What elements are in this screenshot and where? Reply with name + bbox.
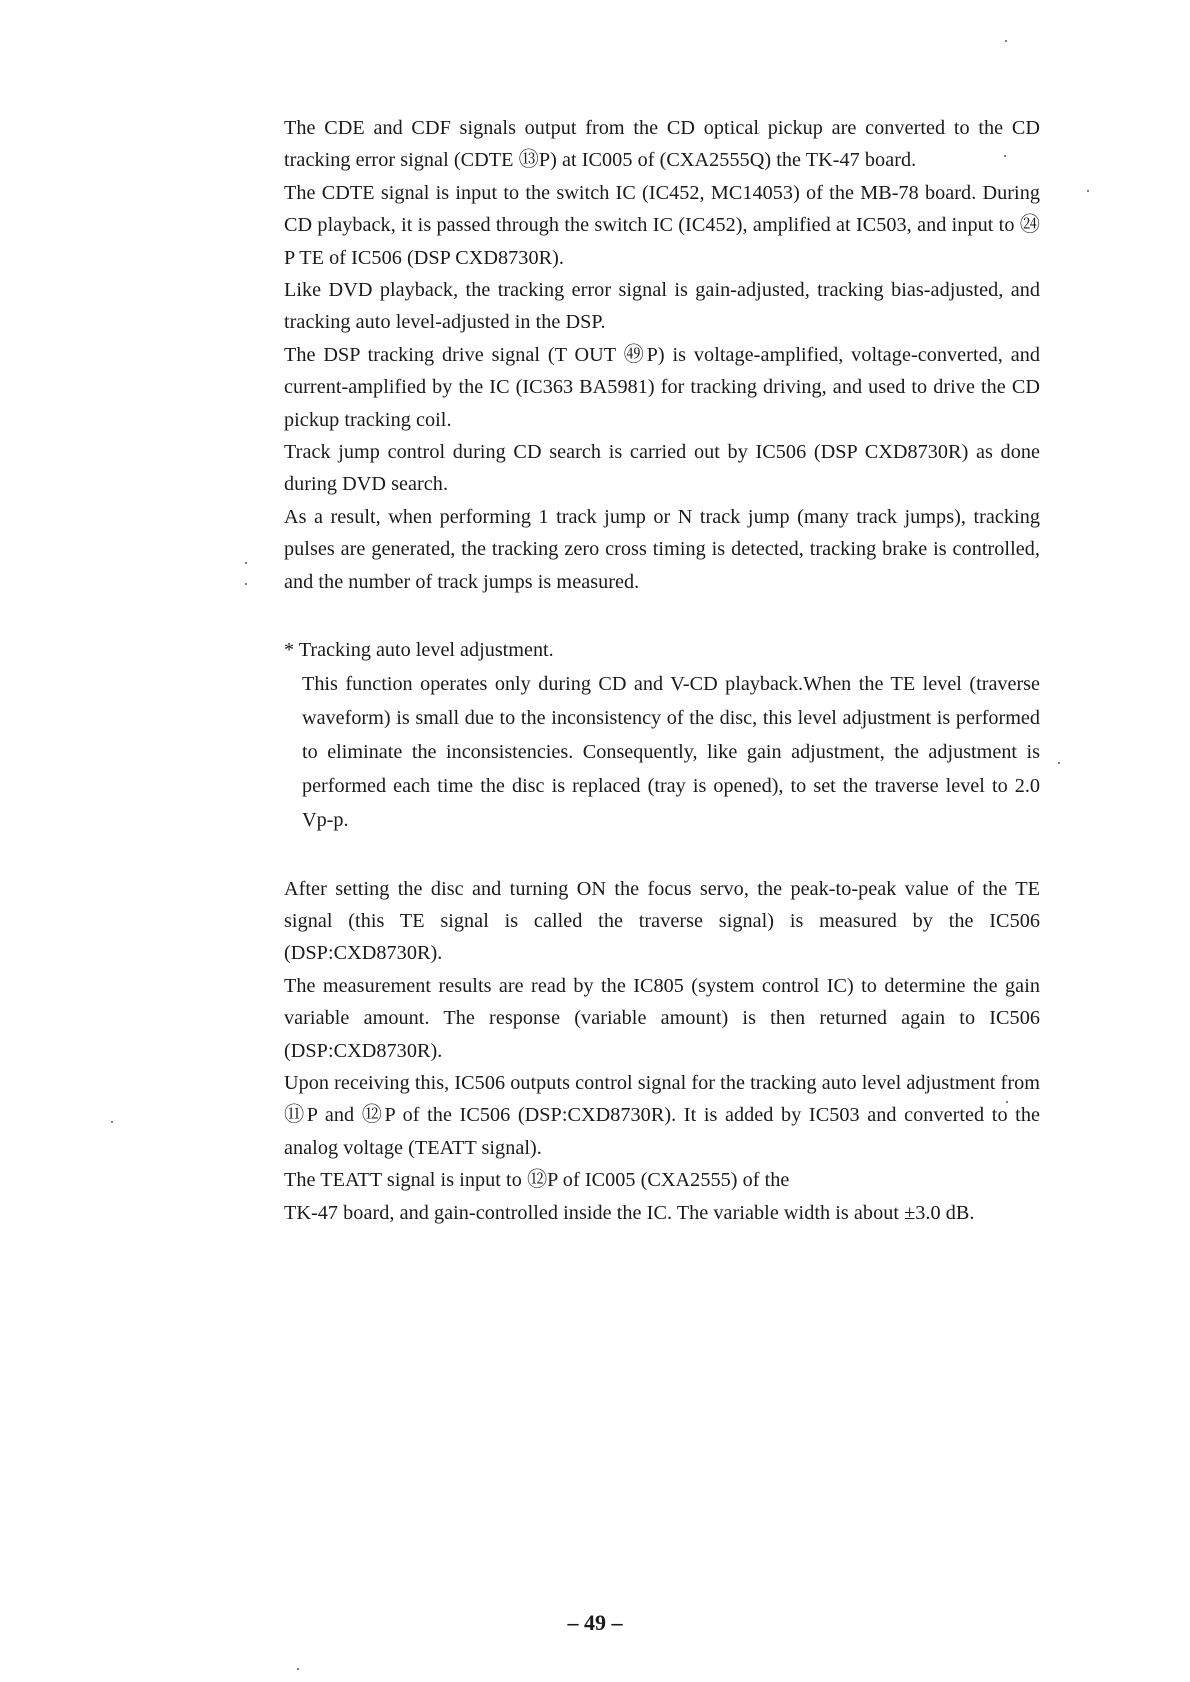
scan-speck <box>245 562 247 564</box>
note-body: This function operates only during CD and V-CD playback.When the TE level (traverse waveform) is small due to the inconsistency of the disc, this level adjustment is performed to eliminate the inconsistencies. Consequently, like gain adjustment, the adjustment is performed each time the disc is replaced (tray is opened), to set the traverse level to 2.0 Vp-p. <box>302 672 1040 831</box>
page-number: – 49 – <box>567 1610 623 1635</box>
scan-speck <box>1004 155 1006 157</box>
paragraph-track-jump-result: As a result, when performing 1 track jump or N track jump (many track jumps), tracking pulses are generated, the tracking zero cross timing is detected, tracking brake is controlled, and the number of track jumps is measured. <box>284 505 1040 593</box>
scan-speck <box>111 1121 113 1123</box>
paragraph-cdte-switch: The CDTE signal is input to the switch IC (IC452, MC14053) of the MB-78 board. During CD playback, it is passed through the switch IC (IC452), amplified at IC503, and input to ㉔P TE of IC506 (DSP CXD8730R). <box>284 181 1040 269</box>
note-heading: * Tracking auto level adjustment. <box>284 639 554 662</box>
paragraph-tracking-drive: The DSP tracking drive signal (T OUT ㊾P) is voltage-amplified, voltage-converted, and current-amplified by the IC (IC363 BA5981) for tracking driving, and used to drive the CD pickup tracking coil. <box>284 343 1040 431</box>
paragraph-teatt-input: The TEATT signal is input to ⑫P of IC005 (CXA2555) of the <box>284 1169 790 1192</box>
paragraph-traverse-measurement: After setting the disc and turning ON the focus servo, the peak-to-peak value of the TE signal (this TE signal is called the traverse signal) is measured by the IC506 (DSP:CXD8730R). <box>284 877 1040 965</box>
paragraph-control-signal: Upon receiving this, IC506 outputs control signal for the tracking auto level adjustment from ⑪P and ⑫P of the IC506 (DSP:CXD8730R). It is added by IC503 and converted to the analog voltage (TEATT signal). <box>284 1071 1040 1159</box>
scan-speck <box>297 1668 299 1670</box>
paragraph-gain-control: TK-47 board, and gain-controlled inside the IC. The variable width is about ±3.0 dB. <box>284 1201 975 1224</box>
scan-speck <box>1058 762 1060 764</box>
page-content <box>284 112 1040 1229</box>
paragraph-track-jump-control: Track jump control during CD search is carried out by IC506 (DSP CXD8730R) as done during DVD search. <box>284 441 1040 496</box>
scan-speck <box>1087 190 1089 192</box>
paragraph-cdte-conversion: The CDE and CDF signals output from the CD optical pickup are converted to the CD tracking error signal (CDTE ⑬P) at IC005 of (CXA2555Q) the TK-47 board. <box>284 117 1040 172</box>
paragraph-measurement-results: The measurement results are read by the IC805 (system control IC) to determine the gain variable amount. The response (variable amount) is then returned again to IC506 (DSP:CXD8730R). <box>284 974 1040 1062</box>
scan-speck <box>245 583 247 585</box>
scan-speck <box>1005 40 1007 42</box>
paragraph-dsp-adjustments: Like DVD playback, the tracking error signal is gain-adjusted, tracking bias-adjusted, and tracking auto level-adjusted in the DSP. <box>284 279 1040 334</box>
tracking-auto-level-note <box>284 634 1040 836</box>
scan-speck <box>1006 1101 1008 1103</box>
measurement-section <box>284 873 1040 1229</box>
